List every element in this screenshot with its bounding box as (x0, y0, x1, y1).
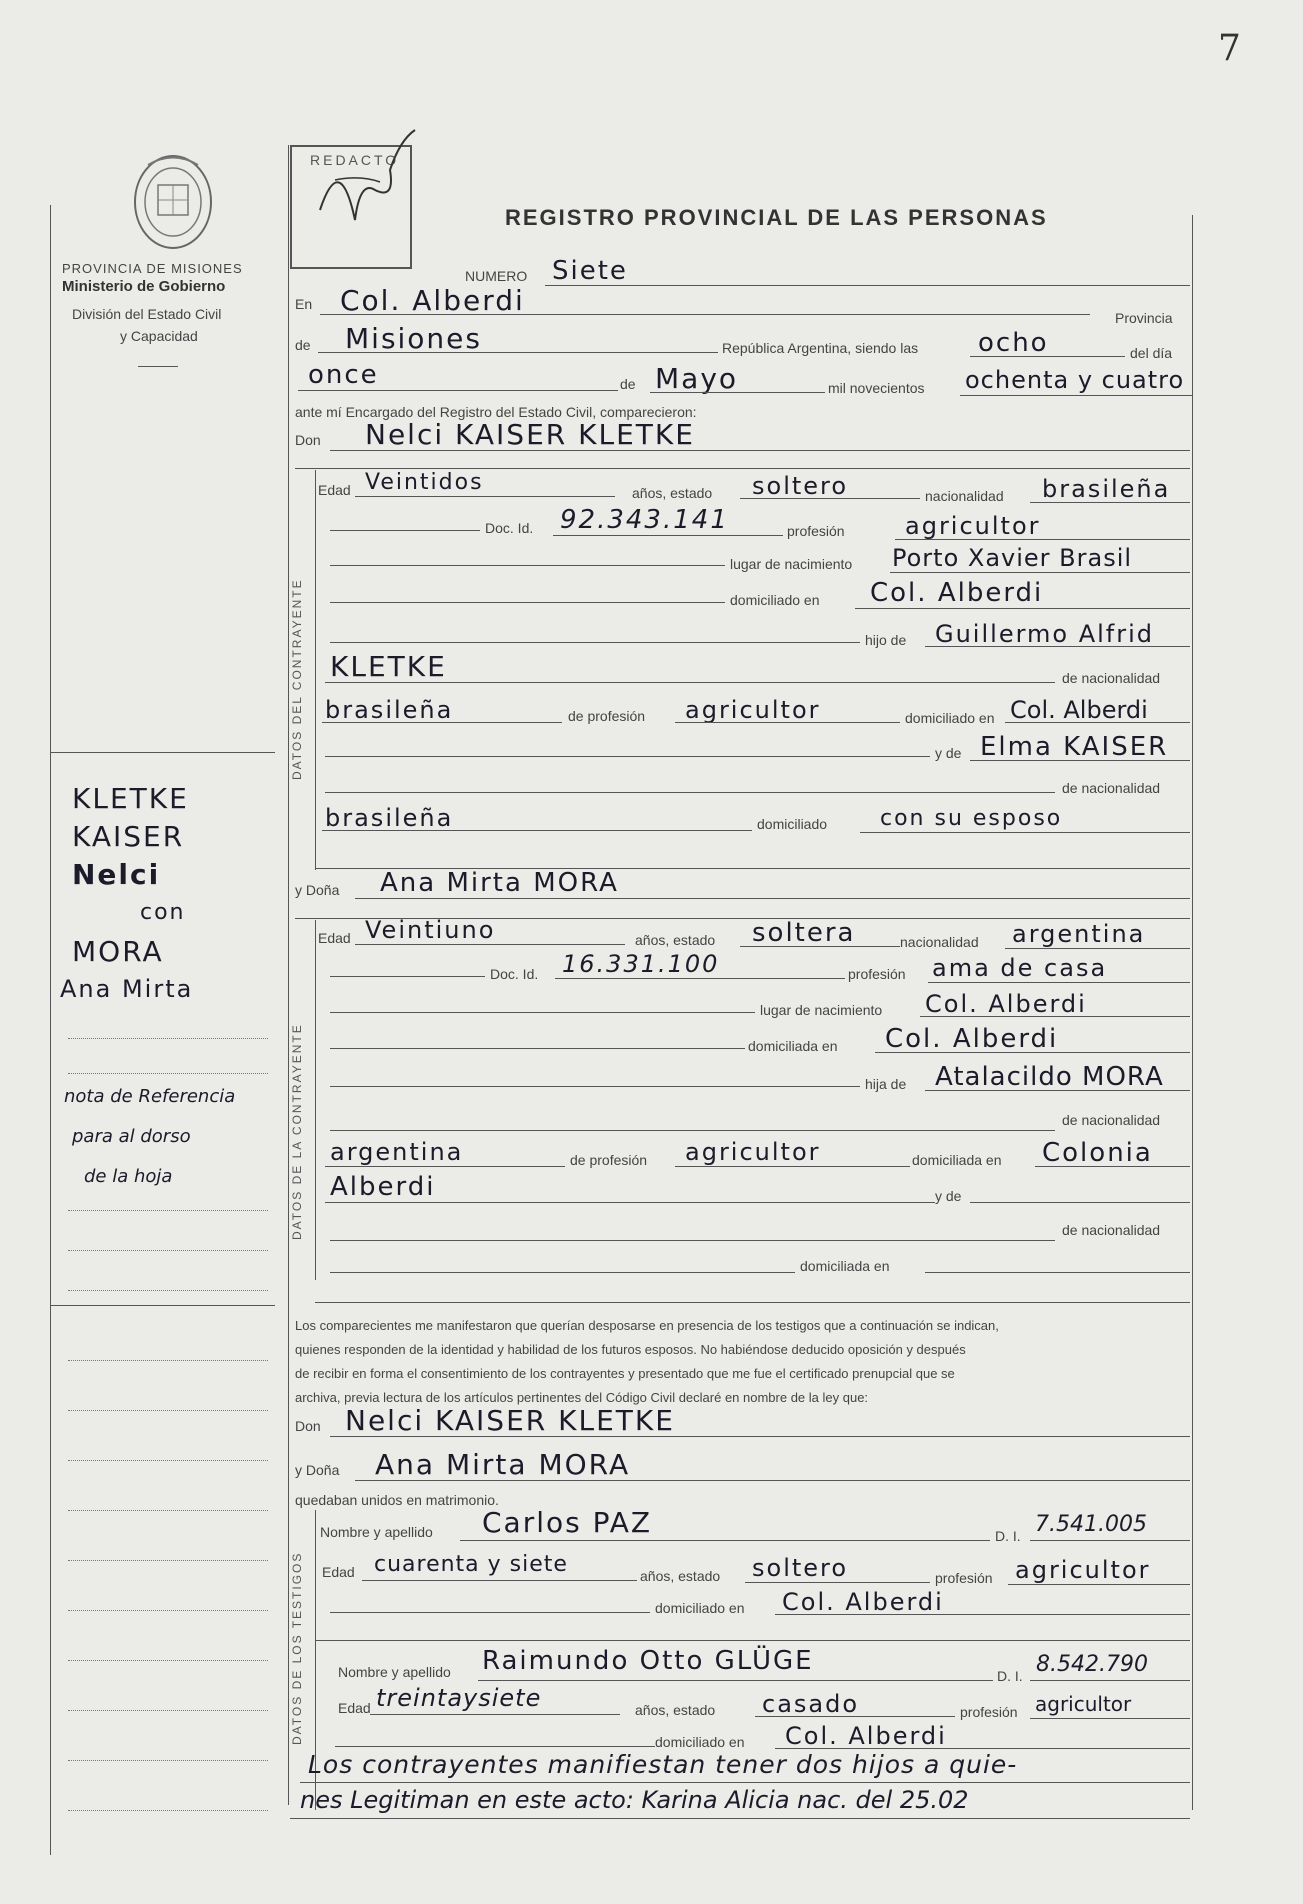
groom-domiciliado-label: domiciliado en (905, 710, 995, 726)
groom-y-de-label: y de (935, 745, 962, 761)
w2-profesion-label: profesión (960, 1704, 1018, 1720)
bride-hija-de-label: hija de (865, 1076, 907, 1092)
w2-nombre-value: Raimundo Otto GLÜGE (482, 1646, 814, 1676)
don-label: Don (295, 432, 321, 448)
bride-padre-dom2-value: Alberdi (330, 1172, 436, 1202)
bride-doc-value: 16.331.100 (562, 950, 720, 978)
groom-de-profesion-label: de profesión (568, 708, 646, 724)
groom-padre-nac-value: brasileña (325, 696, 454, 724)
dia-value: once (308, 360, 379, 390)
groom-madre-nac-value: brasileña (325, 804, 454, 832)
w1-nombre-value: Carlos PAZ (482, 1506, 653, 1539)
margin-note-3: de la hoja (84, 1166, 173, 1187)
bride-estado-value: soltera (752, 918, 856, 948)
margin-note-1: nota de Referencia (64, 1086, 236, 1107)
bride-domiciliada-label: domiciliada en (912, 1152, 1002, 1168)
de-label: de (295, 337, 311, 353)
legal-paragraph-3: de recibir en forma el consentimiento de los contrayentes y presentado que me fue el certificado prenupcial que se (295, 1366, 955, 1381)
bride-domicilio-label: domiciliada en (748, 1038, 838, 1054)
groom-profesion-value: agricultor (905, 512, 1041, 540)
republica-label: República Argentina, siendo las (722, 340, 919, 356)
groom-estado-value: soltero (752, 472, 849, 500)
margin-name-5: MORA (72, 935, 164, 968)
anio-value: ochenta y cuatro (965, 366, 1185, 394)
margin-note-2: para al dorso (72, 1126, 191, 1147)
bride-lugar-nac-value: Col. Alberdi (925, 990, 1087, 1018)
mil-label: mil novecientos (828, 380, 925, 396)
groom-padre-nac-label: de nacionalidad (1062, 670, 1161, 686)
note-line-2: nes Legitiman en este acto: Karina Alicia nac. del 25.02 (300, 1786, 969, 1814)
don2-label: Don (295, 1418, 321, 1434)
margin-name-1: KLETKE (72, 782, 189, 815)
w1-edad-value: cuarenta y siete (374, 1552, 568, 1577)
mes-value: Mayo (655, 362, 739, 395)
hora-value: ocho (978, 328, 1049, 358)
w1-anos-label: años, estado (640, 1568, 721, 1584)
bride-padre-nac-label: de nacionalidad (1062, 1112, 1161, 1128)
division-heading-2: y Capacidad (120, 328, 198, 344)
province-heading: PROVINCIA DE MISIONES (62, 261, 243, 276)
w2-profesion-value: agricultor (1035, 1692, 1132, 1716)
page-number: 7 (1218, 28, 1241, 69)
groom-madre-dom-label: domiciliado (757, 816, 828, 832)
margin-name-4: con (140, 900, 186, 925)
bride-domicilio-value: Col. Alberdi (885, 1024, 1059, 1054)
w2-edad-label: Edad (338, 1700, 371, 1716)
w2-edad-value: treintaysiete (376, 1684, 542, 1712)
legal-paragraph-1: Los comparecientes me manifestaron que querían desposarse en presencia de los testigos que a continuación se indican, (295, 1318, 999, 1333)
groom-hijo-de-label: hijo de (865, 632, 907, 648)
bride-padre-nac-value: argentina (330, 1138, 464, 1166)
legal-paragraph-4: archiva, previa lectura de los artículos pertinentes del Código Civil declaré en nombre de la ley que: (295, 1390, 869, 1405)
w2-nombre-label: Nombre y apellido (338, 1664, 451, 1680)
w2-estado-value: casado (762, 1690, 860, 1718)
w2-anos-label: años, estado (635, 1702, 716, 1718)
w1-nombre-label: Nombre y apellido (320, 1524, 433, 1540)
de-mes-label: de (620, 376, 636, 392)
bride-doc-label: Doc. Id. (490, 966, 539, 982)
groom-domicilio-value: Col. Alberdi (870, 578, 1044, 608)
bride-anos-label: años, estado (635, 932, 716, 948)
ante-mi-text: ante mí Encargado del Registro del Estado Civil, comparecieron: (295, 404, 697, 420)
groom-edad-value: Veintidos (365, 470, 484, 495)
en-label: En (295, 296, 313, 312)
groom-madre-nac-label: de nacionalidad (1062, 780, 1161, 796)
groom-madre-dom-value: con su esposo (880, 806, 1063, 831)
bride-profesion-value: ama de casa (932, 954, 1108, 982)
bride-profesion-label: profesión (848, 966, 906, 982)
groom-profesion-label: profesión (787, 523, 845, 539)
quedaban-text: quedaban unidos en matrimonio. (295, 1492, 499, 1508)
groom-anos-label: años, estado (632, 485, 713, 501)
bride-nacionalidad-label: nacionalidad (900, 934, 979, 950)
ministry-heading: Ministerio de Gobierno (62, 278, 226, 295)
division-heading: División del Estado Civil (72, 306, 222, 322)
page-title: REGISTRO PROVINCIAL DE LAS PERSONAS (505, 205, 1048, 230)
margin-name-3: Nelci (72, 858, 161, 891)
bride-padre-value: Atalacildo MORA (935, 1062, 1164, 1092)
w1-di-value: 7.541.005 (1035, 1512, 1147, 1537)
w1-domicilio-label: domiciliado en (655, 1600, 745, 1616)
groom-doc-value: 92.343.141 (560, 505, 729, 535)
margin-name-2: KAISER (72, 820, 185, 853)
groom-lugar-nac-label: lugar de nacimiento (730, 556, 853, 572)
groom-padre2-value: KLETKE (330, 650, 447, 683)
w2-di-label: D. I. (997, 1668, 1023, 1684)
signature-scribble-icon (300, 120, 430, 250)
groom-padre-prof-value: agricultor (685, 696, 821, 724)
groom-madre-value: Elma KAISER (980, 732, 1169, 762)
side-label-testigos: DATOS DE LOS TESTIGOS (290, 1551, 304, 1745)
dona-label: y Doña (295, 882, 340, 898)
w1-di-label: D. I. (995, 1528, 1021, 1544)
w1-profesion-label: profesión (935, 1570, 993, 1586)
don2-value: Nelci KAISER KLETKE (345, 1404, 675, 1437)
groom-lugar-nac-value: Porto Xavier Brasil (892, 544, 1133, 572)
numero-value: Siete (552, 256, 628, 286)
bride-padre-prof-value: agricultor (685, 1138, 821, 1166)
w1-edad-label: Edad (322, 1564, 355, 1580)
w1-estado-value: soltero (752, 1554, 849, 1582)
w2-domicilio-value: Col. Alberdi (785, 1722, 947, 1750)
groom-nacionalidad-value: brasileña (1042, 475, 1171, 503)
del-dia-label: del día (1130, 345, 1173, 361)
groom-edad-label: Edad (318, 482, 351, 498)
bride-madre-dom-label: domiciliada en (800, 1258, 890, 1274)
note-line-1: Los contrayentes manifiestan tener dos hijos a quie- (308, 1750, 1018, 1779)
groom-padre-value: Guillermo Alfrid (935, 620, 1155, 648)
bride-edad-value: Veintiuno (365, 916, 496, 944)
w1-domicilio-value: Col. Alberdi (782, 1588, 944, 1616)
bride-de-profesion-label: de profesión (570, 1152, 648, 1168)
bride-lugar-nac-label: lugar de nacimiento (760, 1002, 883, 1018)
dona-value: Ana Mirta MORA (380, 868, 619, 898)
groom-doc-label: Doc. Id. (485, 520, 534, 536)
seal-emblem-icon (128, 150, 218, 255)
bride-nacionalidad-value: argentina (1012, 920, 1146, 948)
groom-nacionalidad-label: nacionalidad (925, 488, 1004, 504)
w2-domicilio-label: domiciliado en (655, 1734, 745, 1750)
groom-domicilio-label: domiciliado en (730, 592, 820, 608)
don-value: Nelci KAISER KLETKE (365, 418, 695, 451)
w1-profesion-value: agricultor (1015, 1556, 1151, 1584)
w2-di-value: 8.542.790 (1036, 1652, 1148, 1677)
bride-padre-dom-value: Colonia (1042, 1138, 1153, 1168)
margin-name-6: Ana Mirta (60, 975, 194, 1003)
provincia-label: Provincia (1115, 310, 1173, 326)
dona2-value: Ana Mirta MORA (375, 1448, 631, 1481)
bride-y-de-label: y de (935, 1188, 962, 1204)
redacto-stamp-label: REDACTO (310, 152, 400, 168)
lugar-value: Col. Alberdi (340, 284, 525, 317)
bride-edad-label: Edad (318, 930, 351, 946)
legal-paragraph-2: quienes responden de la identidad y habilidad de los futuros esposos. No habiéndose deducido oposición y después (295, 1342, 966, 1357)
numero-label: NUMERO (465, 268, 528, 284)
provincia-value: Misiones (345, 322, 482, 355)
groom-padre-dom-value: Col. Alberdi (1010, 696, 1148, 724)
side-label-contrayente: DATOS DEL CONTRAYENTE (290, 578, 304, 780)
bride-madre-nac-label: de nacionalidad (1062, 1222, 1161, 1238)
side-label-contrayenta: DATOS DE LA CONTRAYENTE (290, 1023, 304, 1240)
dona2-label: y Doña (295, 1462, 340, 1478)
